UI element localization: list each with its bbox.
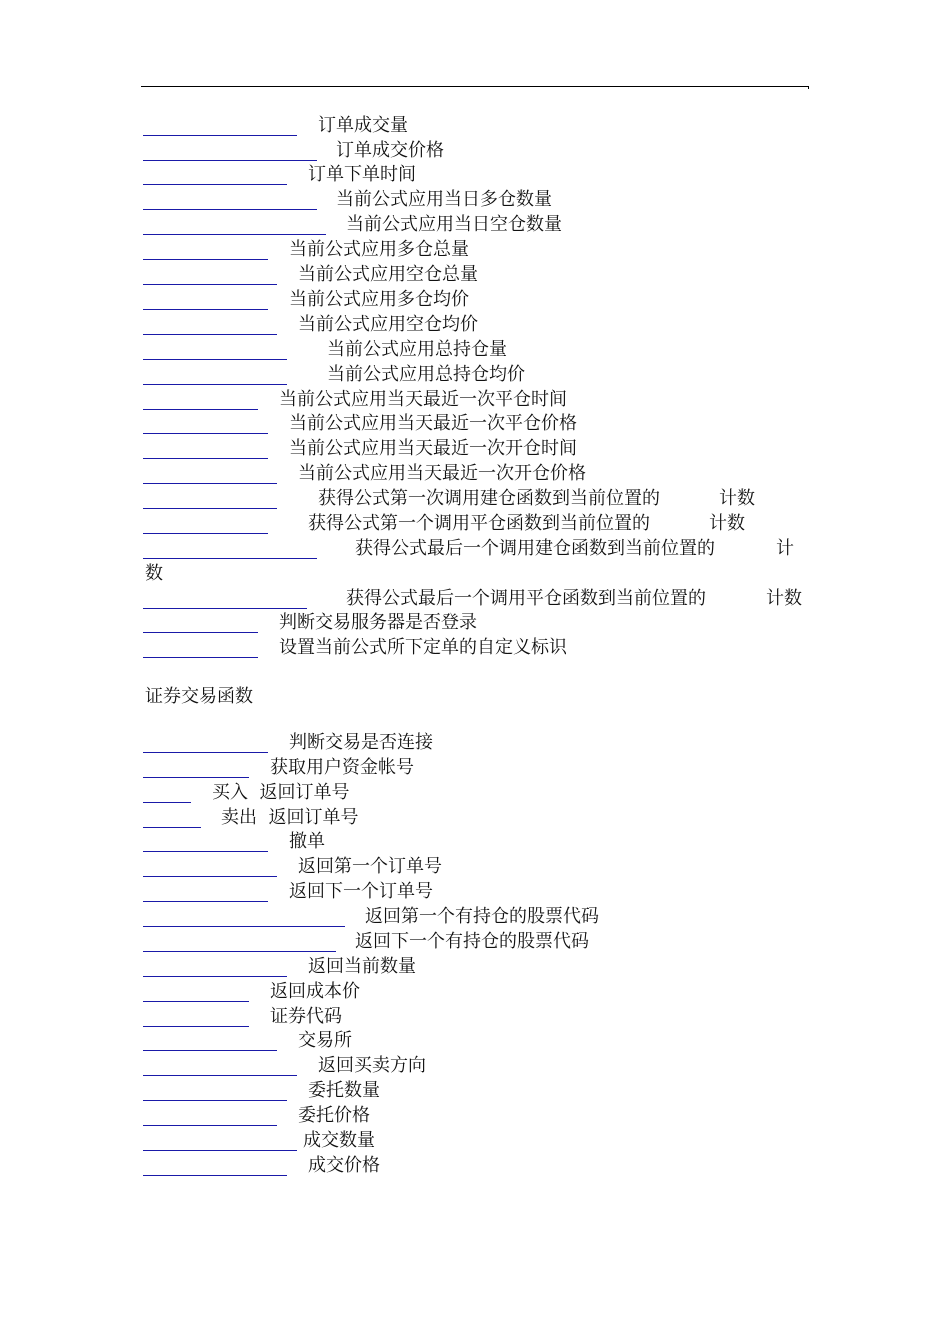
item-description: 判断交易是否连接 xyxy=(289,732,433,753)
list-item xyxy=(143,1129,843,1153)
list-item xyxy=(143,512,843,536)
list-item xyxy=(143,731,843,755)
item-description: 当前公式应用当日空仓数量 xyxy=(346,214,562,235)
list-item xyxy=(143,412,843,436)
header-rule-tick xyxy=(808,86,809,89)
item-description: 获得公式第一次调用建仓函数到当前位置的 xyxy=(318,488,660,509)
function-link[interactable] xyxy=(143,976,287,977)
function-link[interactable] xyxy=(143,558,317,559)
list-item xyxy=(143,537,843,561)
item-description: 买入 返回订单号 xyxy=(212,782,350,803)
item-description: 证券代码 xyxy=(270,1006,342,1027)
list-item xyxy=(143,437,843,461)
function-link[interactable] xyxy=(143,334,277,335)
function-link[interactable] xyxy=(143,1075,297,1076)
item-description: 返回第一个有持仓的股票代码 xyxy=(365,906,599,927)
function-link[interactable] xyxy=(143,1026,249,1027)
function-link[interactable] xyxy=(143,1150,297,1151)
list-item xyxy=(143,756,843,780)
count-label: 计数 xyxy=(766,588,802,609)
function-link[interactable] xyxy=(143,657,258,658)
item-description: 返回当前数量 xyxy=(308,956,416,977)
function-link[interactable] xyxy=(143,508,277,509)
function-link[interactable] xyxy=(143,632,258,633)
count-label: 计数 xyxy=(709,513,745,534)
list-item xyxy=(143,188,843,212)
function-link[interactable] xyxy=(143,384,287,385)
function-link[interactable] xyxy=(143,234,326,235)
item-description: 订单成交价格 xyxy=(336,140,444,161)
item-description: 获得公式第一个调用平仓函数到当前位置的 xyxy=(308,513,650,534)
list-item xyxy=(143,462,843,486)
list-item xyxy=(143,114,843,138)
item-description: 当前公式应用多仓均价 xyxy=(289,289,469,310)
item-description: 当前公式应用总持仓量 xyxy=(327,339,507,360)
list-item xyxy=(143,1104,843,1128)
function-link[interactable] xyxy=(143,752,268,753)
function-link[interactable] xyxy=(143,259,268,260)
function-link[interactable] xyxy=(143,777,249,778)
list-item xyxy=(143,980,843,1004)
function-link[interactable] xyxy=(143,802,191,803)
count-label-wrapped: 数 xyxy=(145,563,163,584)
item-description: 当前公式应用当天最近一次开仓时间 xyxy=(289,438,577,459)
list-item xyxy=(143,213,843,237)
function-link[interactable] xyxy=(143,1050,277,1051)
list-item xyxy=(143,880,843,904)
item-description: 当前公式应用当天最近一次平仓时间 xyxy=(279,389,567,410)
function-link[interactable] xyxy=(143,1125,277,1126)
list-item xyxy=(143,1005,843,1029)
function-link[interactable] xyxy=(143,901,268,902)
list-item xyxy=(143,1029,843,1053)
list-item xyxy=(143,288,843,312)
item-description: 返回成本价 xyxy=(270,981,360,1002)
item-description: 当前公式应用当日多仓数量 xyxy=(336,189,552,210)
list-item xyxy=(143,263,843,287)
item-description: 当前公式应用当天最近一次开仓价格 xyxy=(298,463,586,484)
function-link[interactable] xyxy=(143,851,268,852)
list-item xyxy=(143,806,843,830)
item-description: 成交数量 xyxy=(303,1130,375,1151)
item-description: 委托数量 xyxy=(308,1080,380,1101)
header-rule xyxy=(141,86,809,87)
list-item xyxy=(143,163,843,187)
item-description: 交易所 xyxy=(298,1030,352,1051)
item-description: 设置当前公式所下定单的自定义标识 xyxy=(279,637,567,658)
function-link[interactable] xyxy=(143,483,277,484)
function-link[interactable] xyxy=(143,309,268,310)
item-description: 返回买卖方向 xyxy=(318,1055,426,1076)
item-description: 当前公式应用空仓总量 xyxy=(298,264,478,285)
list-item xyxy=(143,1154,843,1178)
function-link[interactable] xyxy=(143,433,268,434)
function-link[interactable] xyxy=(143,533,268,534)
function-link[interactable] xyxy=(143,827,201,828)
count-label: 计 xyxy=(776,538,794,559)
list-item xyxy=(143,955,843,979)
function-link[interactable] xyxy=(143,1175,287,1176)
item-description: 订单成交量 xyxy=(318,115,408,136)
function-link[interactable] xyxy=(143,951,336,952)
list-item xyxy=(143,487,843,511)
list-item xyxy=(143,1054,843,1078)
list-item xyxy=(143,363,843,387)
item-description: 获得公式最后一个调用平仓函数到当前位置的 xyxy=(346,588,706,609)
list-item xyxy=(143,830,843,854)
item-description: 成交价格 xyxy=(308,1155,380,1176)
item-description: 获取用户资金帐号 xyxy=(270,757,414,778)
list-item xyxy=(143,238,843,262)
item-description: 订单下单时间 xyxy=(308,164,416,185)
item-description: 获得公式最后一个调用建仓函数到当前位置的 xyxy=(355,538,715,559)
function-link[interactable] xyxy=(143,160,317,161)
item-description: 当前公式应用多仓总量 xyxy=(289,239,469,260)
item-description: 返回下一个订单号 xyxy=(289,881,433,902)
item-description: 撤单 xyxy=(289,831,325,852)
function-link[interactable] xyxy=(143,458,268,459)
list-item xyxy=(143,636,843,660)
list-item xyxy=(143,313,843,337)
list-item xyxy=(143,905,843,929)
function-link[interactable] xyxy=(143,135,297,136)
function-link[interactable] xyxy=(143,1100,287,1101)
function-link[interactable] xyxy=(143,284,277,285)
list-item xyxy=(143,388,843,412)
item-description: 卖出 返回订单号 xyxy=(221,807,359,828)
function-link[interactable] xyxy=(143,209,317,210)
item-description: 当前公式应用总持仓均价 xyxy=(327,364,525,385)
list-item xyxy=(143,1079,843,1103)
list-item xyxy=(143,930,843,954)
function-link[interactable] xyxy=(143,926,345,927)
function-link[interactable] xyxy=(143,409,258,410)
function-link[interactable] xyxy=(143,184,287,185)
item-description: 判断交易服务器是否登录 xyxy=(279,612,477,633)
function-link[interactable] xyxy=(143,359,287,360)
list-item xyxy=(143,139,843,163)
function-link[interactable] xyxy=(143,608,307,609)
list-item xyxy=(143,587,843,611)
list-item xyxy=(143,781,843,805)
item-description: 委托价格 xyxy=(298,1105,370,1126)
function-link[interactable] xyxy=(143,1001,249,1002)
item-description: 返回第一个订单号 xyxy=(298,856,442,877)
list-item xyxy=(143,611,843,635)
list-item xyxy=(143,855,843,879)
section-heading: 证券交易函数 xyxy=(145,686,253,707)
list-item xyxy=(143,338,843,362)
item-description: 当前公式应用当天最近一次平仓价格 xyxy=(289,413,577,434)
function-link[interactable] xyxy=(143,876,277,877)
count-label: 计数 xyxy=(719,488,755,509)
item-description: 返回下一个有持仓的股票代码 xyxy=(355,931,589,952)
item-description: 当前公式应用空仓均价 xyxy=(298,314,478,335)
